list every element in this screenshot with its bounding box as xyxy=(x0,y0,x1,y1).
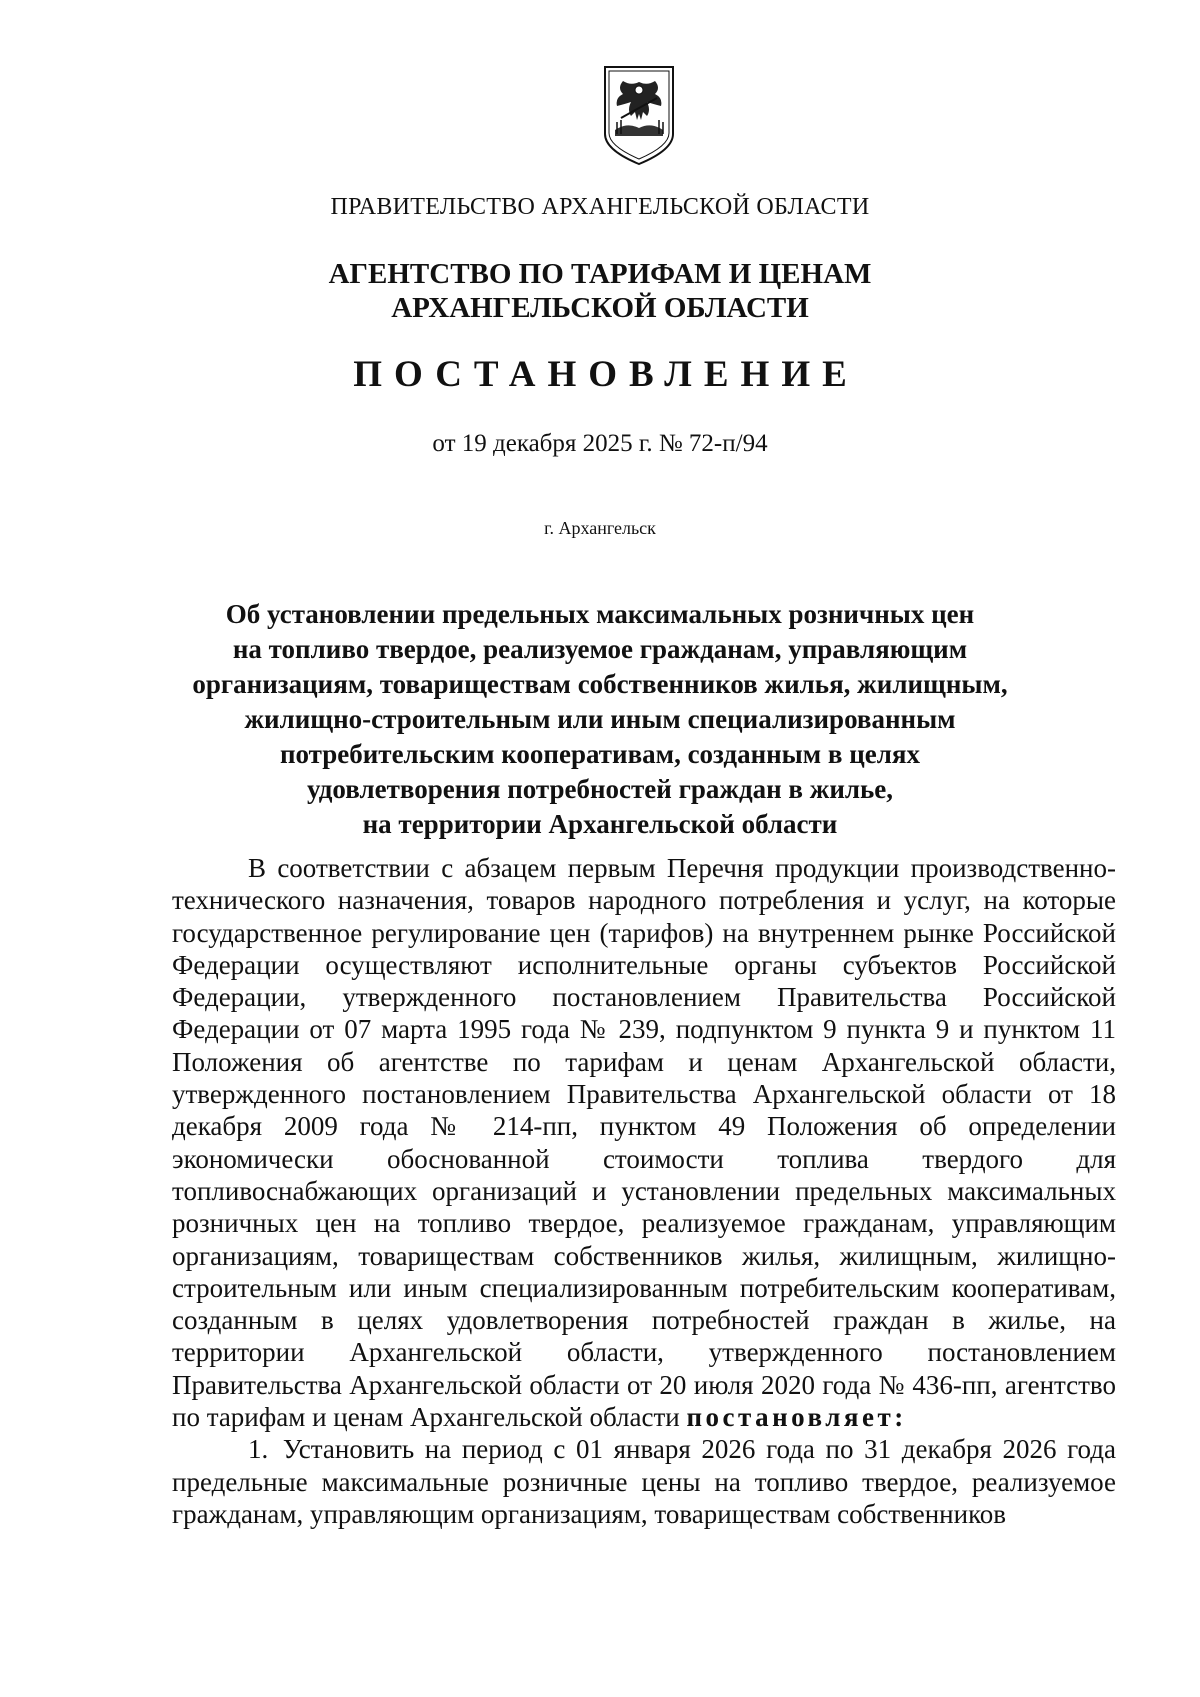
item-text: Установить на период с 01 января 2026 года по 31 декабря 2026 года предельные максимальные розничные цены на топливо твердое, реализуемое гражданам, управляющим организациям, товариществам собственников xyxy=(172,1434,1116,1529)
city: г. Архангельск xyxy=(544,518,656,538)
title-line: на территории Архангельской области xyxy=(362,809,838,839)
title-line: на топливо твердое, реализуемое гражданам, управляющим xyxy=(232,634,968,664)
title-line: удовлетворения потребностей граждан в жилье, xyxy=(306,774,894,804)
item-number: 1. xyxy=(248,1434,269,1465)
document-title xyxy=(0,597,1200,842)
preamble-paragraph xyxy=(172,852,1116,1433)
preamble-text: В соответствии с абзацем первым Перечня продукции производственно-технического назначения, товаров народного потребления и услуг, на которые государственное регулирование цен (тарифов) на внутреннем рынке Российской Федерации осуществляют исполнительные органы субъектов Российской Федерации, утвержденного постановлением Правительства Российской Федерации от 07 марта 1995 года № 239, подпунктом 9 пункта 9 и пунктом 11 Положения об агентстве по тарифам и ценам Архангельской области, утвержденного постановлением Правительства Архангельской области от 18 декабря 2009 года № 214-пп, пунктом 49 Положения об определении экономически обоснованной стоимости топлива твердого для топливоснабжающих организаций и установлении предельных максимальных розничных цен на топливо твердое, реализуемое гражданам, управляющим организациям, товариществам собственников жилья, жилищным, жилищно-строительным или иным специализированным потребительским кооперативам, созданным в целях удовлетворения потребностей граждан в жилье, на территории Архангельской области, утвержденного постановлением Правительства Архангельской области от 20 июля 2020 года № 436-пп, агентство по тарифам и ценам Архангельской области xyxy=(172,853,1116,1433)
title-line: организациям, товариществам собственников жилья, жилищным, xyxy=(192,669,1008,699)
title-line: потребительским кооперативам, созданным в целях xyxy=(279,739,921,769)
agency-name-line: АГЕНТСТВО ПО ТАРИФАМ И ЦЕНАМ xyxy=(328,258,872,290)
government-name: ПРАВИТЕЛЬСТВО АРХАНГЕЛЬСКОЙ ОБЛАСТИ xyxy=(330,194,870,220)
title-line: жилищно-строительным или иным специализированным xyxy=(244,704,956,734)
resolves-word: постановляет: xyxy=(686,1402,907,1433)
agency-name xyxy=(0,257,1200,325)
document-body xyxy=(172,852,1116,1530)
title-line: Об установлении предельных максимальных розничных цен xyxy=(225,599,975,629)
date-and-number: от 19 декабря 2025 г. № 72-п/94 xyxy=(432,430,768,457)
item-paragraph xyxy=(172,1433,1116,1530)
coat-of-arms-icon xyxy=(601,64,677,166)
agency-name-line: АРХАНГЕЛЬСКОЙ ОБЛАСТИ xyxy=(391,292,809,324)
document-type: ПОСТАНОВЛЕНИЕ xyxy=(353,354,859,395)
